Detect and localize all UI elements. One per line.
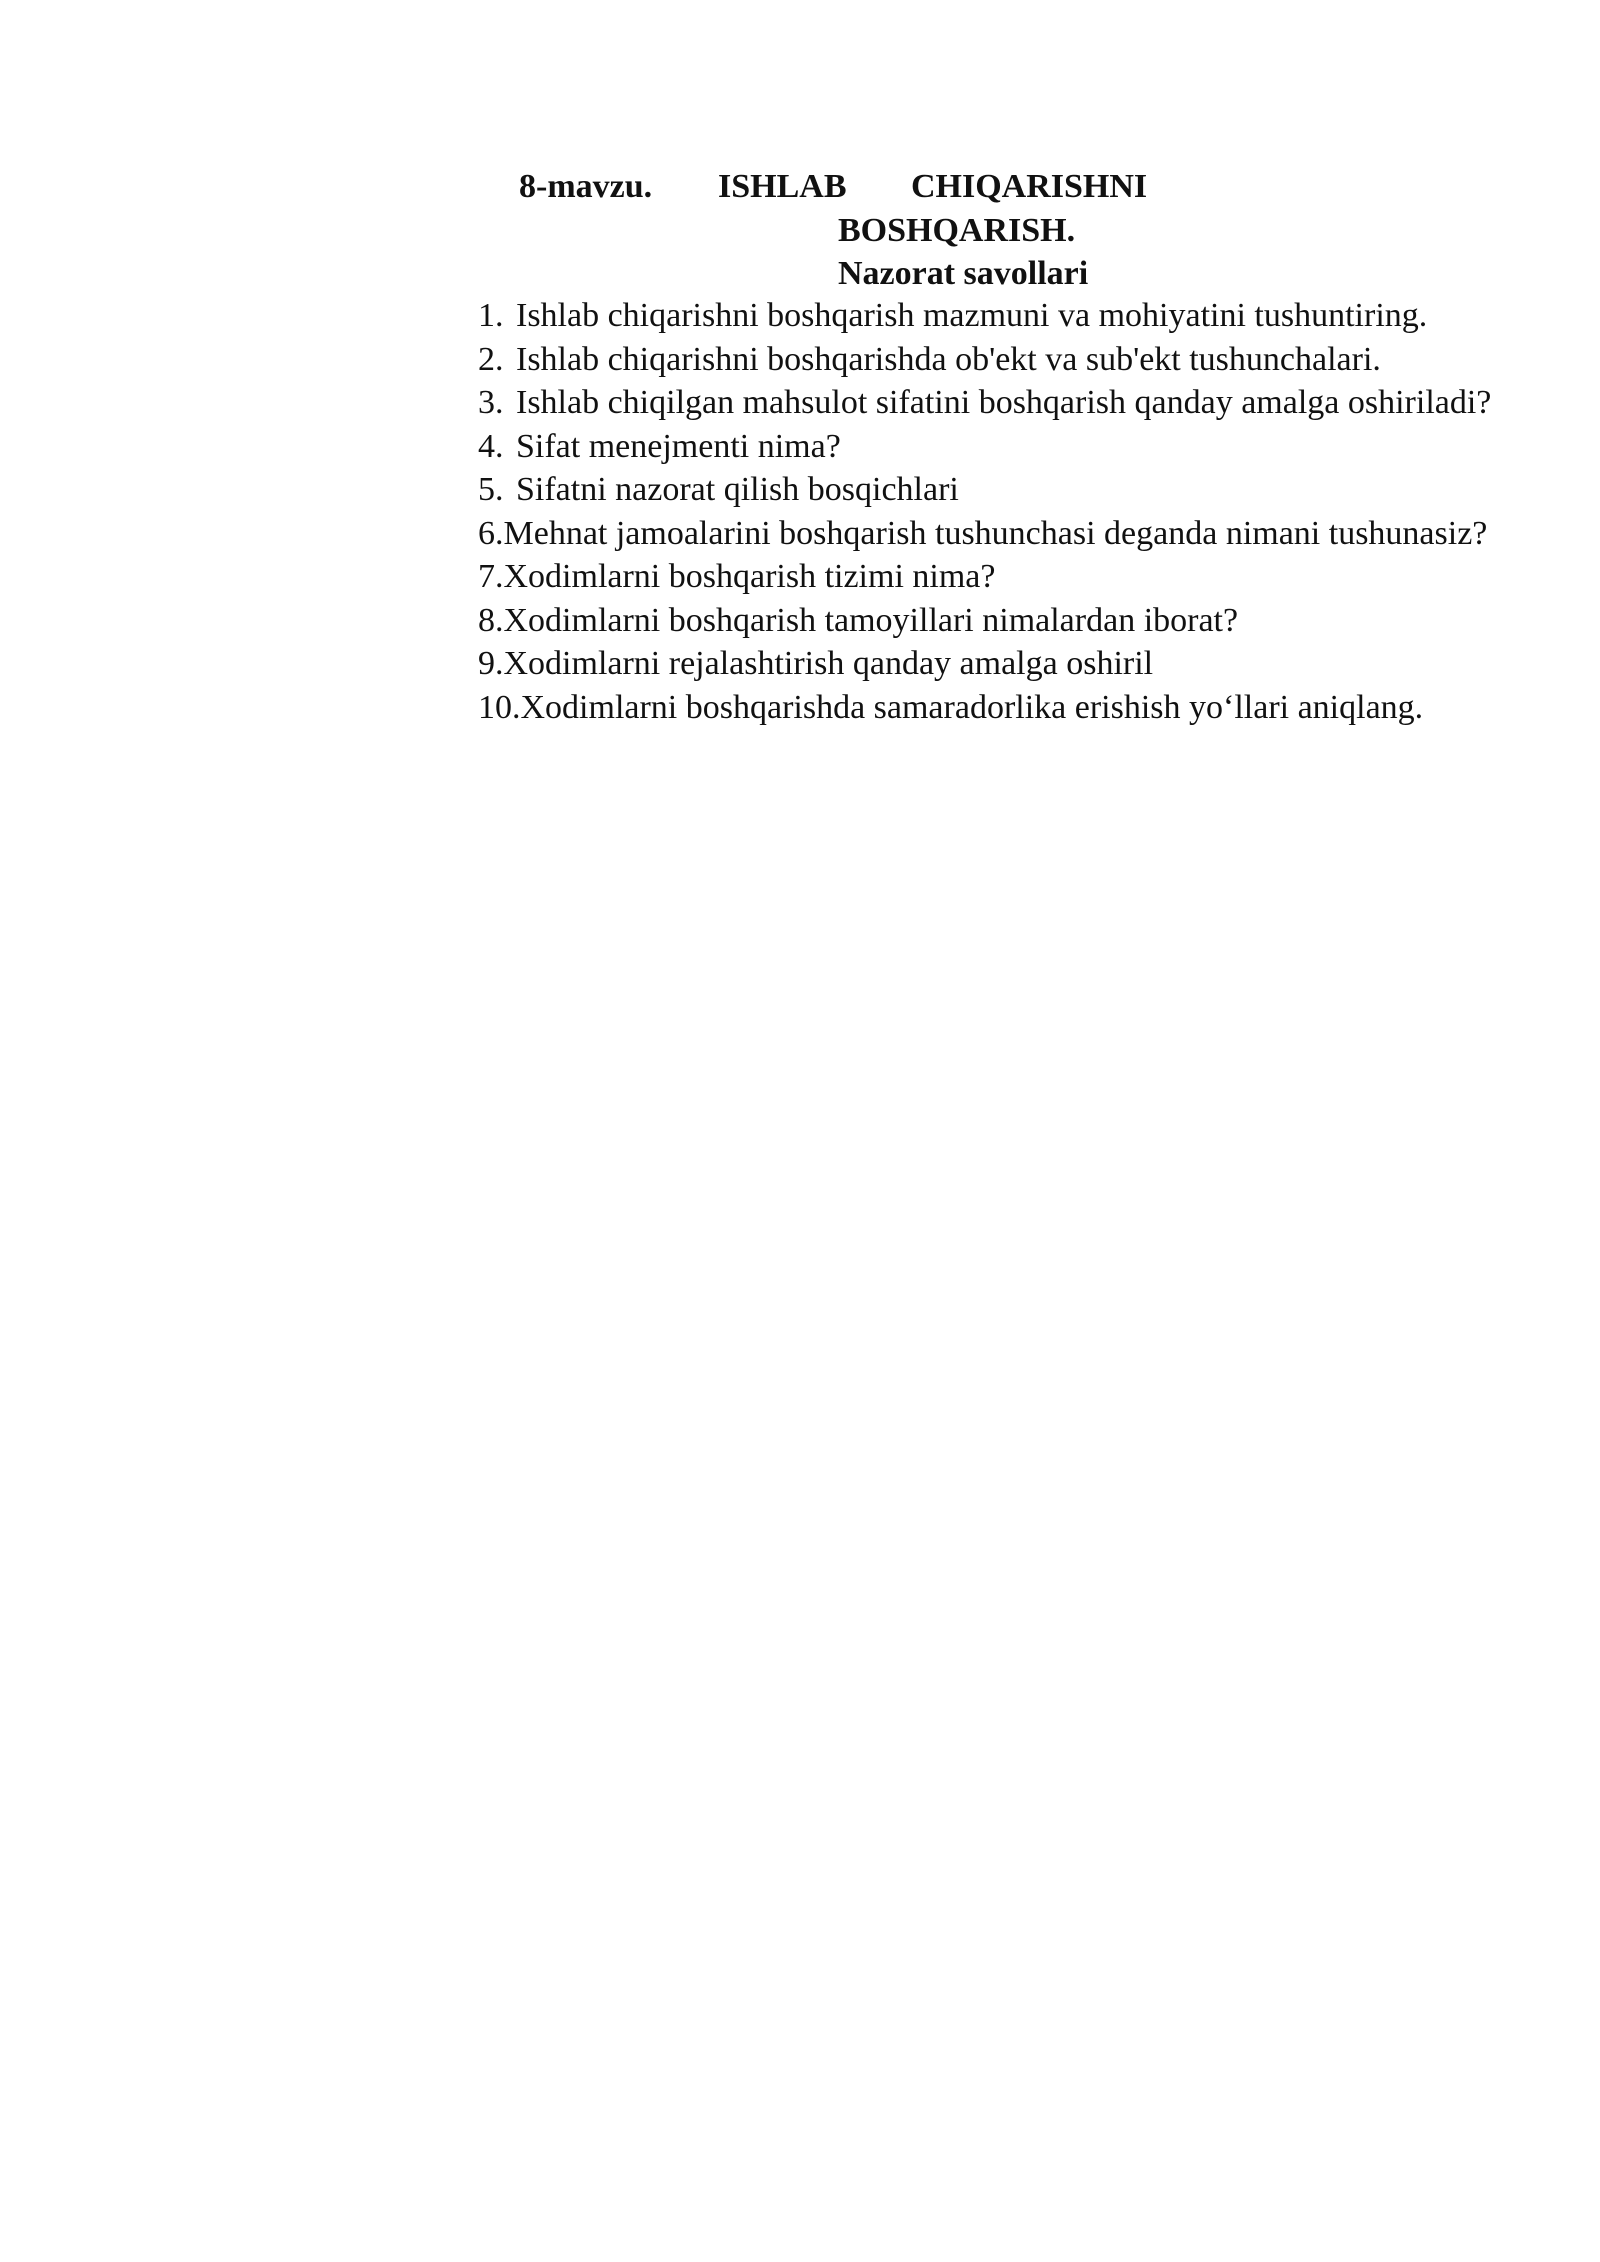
question-text: Xodimlarni boshqarish tamoyillari nimalardan iborat? <box>503 601 1239 639</box>
question-item-2 <box>478 338 1498 382</box>
question-number: 6. <box>478 514 504 552</box>
question-number: 8. <box>478 601 504 639</box>
question-text: Sifatni nazorat qilish bosqichlari <box>516 471 959 508</box>
subtitle: Nazorat savollari <box>838 255 1089 292</box>
question-item-4 <box>478 425 1498 469</box>
question-number: 3. <box>478 384 504 421</box>
question-text: Ishlab chiqarishni boshqarishda ob'ekt va sub'ekt tushunchalari. <box>516 340 1381 378</box>
question-item-9 <box>478 642 1498 686</box>
question-number: 5. <box>478 471 504 508</box>
questions-list <box>478 294 1498 729</box>
question-text: Sifat menejmenti nima? <box>516 427 841 465</box>
question-text: Xodimlarni boshqarish tizimi nima? <box>503 558 996 595</box>
question-number: 1. <box>478 297 504 334</box>
question-text: Xodimlarni rejalashtirish qanday amalga oshiril <box>503 645 1154 682</box>
question-number: 9. <box>478 645 504 682</box>
title-word-1: ISHLAB <box>718 168 847 205</box>
title-word-2: CHIQARISHNI <box>911 168 1148 205</box>
question-number: 4. <box>478 427 504 465</box>
question-item-7 <box>478 555 1498 599</box>
title-line-2: BOSHQARISH. <box>838 212 1076 249</box>
question-number: 2. <box>478 340 504 378</box>
question-item-10 <box>478 686 1498 730</box>
question-text: Mehnat jamoalarini boshqarish tushunchasi deganda nimani tushunasiz? <box>503 514 1488 552</box>
question-item-5 <box>478 468 1498 512</box>
question-number: 10. <box>478 688 521 726</box>
question-item-6 <box>478 512 1498 556</box>
question-item-3 <box>478 381 1498 425</box>
question-text: Ishlab chiqarishni boshqarish mazmuni va mohiyatini tushuntiring. <box>516 297 1428 334</box>
question-number: 7. <box>478 558 504 595</box>
question-text: Xodimlarni boshqarishda samaradorlika erishish yo‘llari aniqlang. <box>520 688 1424 726</box>
question-text: Ishlab chiqilgan mahsulot sifatini boshqarish qanday amalga oshiriladi? <box>516 384 1492 421</box>
topic-number: 8-mavzu. <box>519 168 653 205</box>
question-item-1 <box>478 294 1498 338</box>
question-item-8 <box>478 599 1498 643</box>
